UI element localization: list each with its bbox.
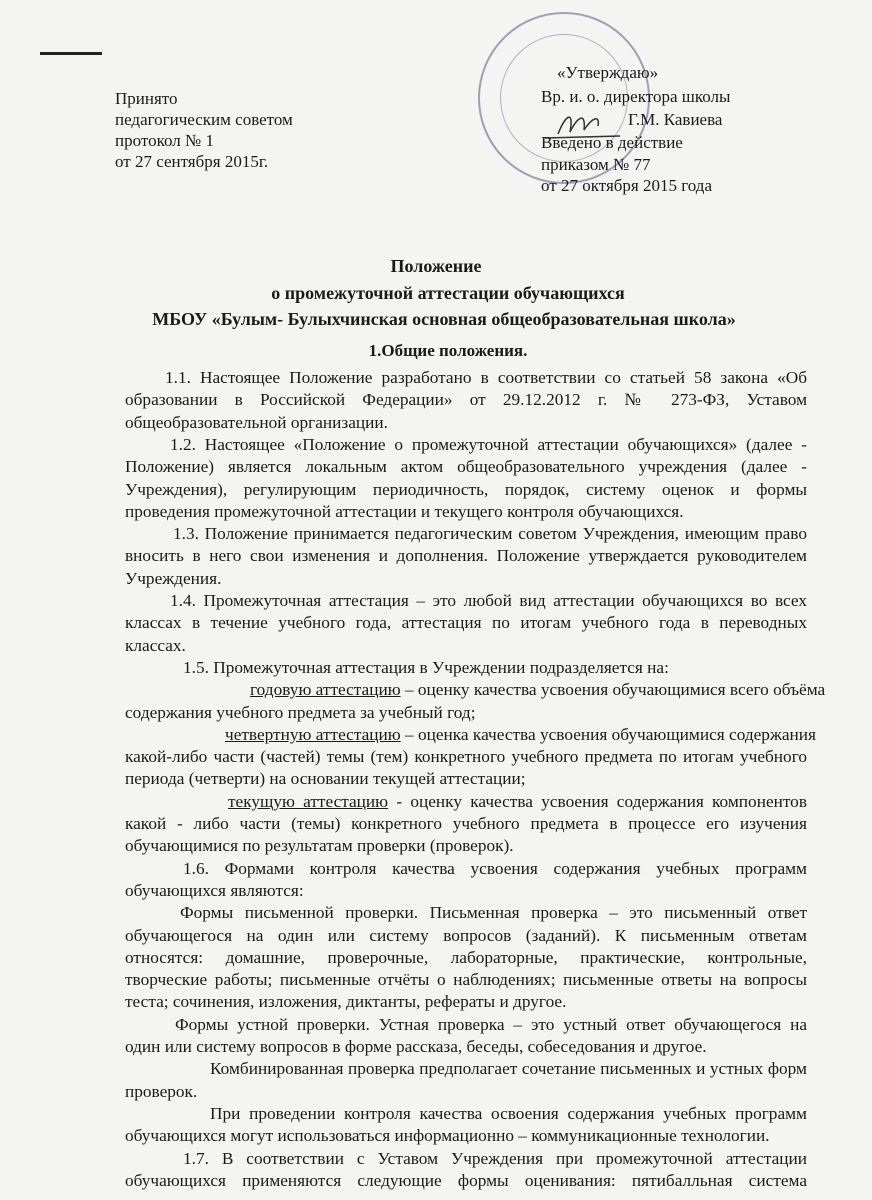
section-heading: 1.Общие положения. (368, 341, 528, 360)
line-text: обучающихся являются: (125, 880, 304, 900)
text-line (125, 926, 807, 946)
line-text: образовании в Российской Федерации» от 29.12.2012 г. № 273-ФЗ, Уставом (125, 390, 807, 410)
text-line (180, 903, 807, 923)
text-line (125, 502, 807, 522)
line-text: Учреждения), регулирующим периодичность, порядок, систему оценок и формы (125, 479, 807, 499)
line-text: обучающимися по результатам проверки (проверок). (125, 836, 514, 856)
text-line (250, 680, 825, 700)
underlined-term: четвертную аттестацию (225, 724, 401, 744)
text-line (125, 747, 807, 767)
text-line (125, 390, 807, 410)
line-text: вносить в него свои изменения и дополнения. Положение утверждается руководителем (125, 546, 807, 566)
text-line (183, 658, 807, 678)
line-text: периода (четверти) на основании текущей аттестации; (125, 769, 526, 789)
text-line (125, 636, 807, 656)
line-text: 1.3. Положение принимается педагогическим советом Учреждения, имеющим право (173, 524, 807, 544)
text-line (125, 970, 807, 990)
adopted-line: педагогическим советом (115, 110, 293, 129)
director-name: Г.М. Кавиева (628, 110, 723, 129)
text-line (125, 480, 807, 500)
text-line (175, 1015, 807, 1035)
line-text: Комбинированная проверка предполагает сочетание письменных и устных форм (210, 1059, 807, 1079)
text-line (170, 591, 807, 611)
line-text: общеобразовательной организации. (125, 412, 388, 432)
line-text: – оценка качества усвоения обучающимися содержания (400, 724, 816, 744)
line-text: теста; сочинения, изложения, диктанты, рефераты и другое. (125, 992, 567, 1012)
line-text: Положение) является локальным актом общеобразовательного учреждения (далее - (125, 457, 807, 477)
line-text: – оценку качества усвоения обучающимися всего объёма (400, 680, 826, 700)
line-text: проведения промежуточной аттестации и текущего контроля обучающихся. (125, 501, 684, 521)
text-line (183, 1149, 807, 1169)
line-text: Формы устной проверки. Устная проверка – это устный ответ обучающегося на (175, 1014, 807, 1034)
text-line (125, 769, 807, 789)
line-text: Формы письменной проверки. Письменная проверка – это письменный ответ (180, 903, 807, 923)
line-text: обучающихся могут использоваться информационно – коммуникационные технологии. (125, 1126, 770, 1146)
underlined-term: текущую аттестацию (228, 791, 389, 811)
text-line (125, 814, 807, 834)
text-line (225, 725, 816, 745)
text-line (125, 1082, 807, 1102)
text-line (125, 1126, 807, 1146)
text-line (125, 948, 807, 968)
line-text: обучающихся применяются следующие формы оценивания: пятибалльная система (125, 1170, 807, 1190)
text-line (170, 435, 807, 455)
document-title: Положение (390, 256, 482, 276)
line-text: классах в течение учебного года, аттестация по итогам учебного года в переводных (125, 613, 807, 633)
text-line (125, 836, 807, 856)
text-line (183, 859, 807, 879)
line-text: проверок. (125, 1081, 198, 1101)
line-text: классах. (125, 635, 186, 655)
approve-label: «Утверждаю» (557, 63, 659, 82)
text-line (125, 457, 807, 477)
line-text: 1.1. Настоящее Положение разработано в соответствии со статьей 58 закона «Об (165, 368, 807, 387)
text-line (210, 1104, 807, 1124)
adopted-line: от 27 сентября 2015г. (115, 152, 269, 171)
line-text: какой - либо части (темы) конкретного учебного предмета в процессе его изучения (125, 814, 807, 833)
document-subtitle: о промежуточной аттестации обучающихся (271, 283, 625, 303)
line-text: один или систему вопросов в форме рассказа, беседы, собеседования и другое. (125, 1037, 707, 1056)
line-text: содержания учебного предмета за учебный год; (125, 702, 476, 722)
underlined-term: годовую аттестацию (250, 680, 401, 700)
line-text: Учреждения. (125, 568, 222, 588)
order-number: приказом № 77 (541, 155, 651, 174)
line-text: 1.7. В соответствии с Уставом Учреждения при промежуточной аттестации (183, 1148, 807, 1168)
text-line (210, 1059, 807, 1079)
text-line (173, 524, 807, 544)
text-line (125, 613, 807, 633)
text-line (228, 792, 807, 812)
line-text: творческие работы; письменные отчёты о наблюдениях; письменные ответы на вопросы (125, 970, 807, 990)
text-line (165, 368, 807, 388)
line-text: - оценку качества усвоения содержания компонентов (388, 791, 807, 811)
text-line (125, 413, 807, 433)
line-text: какой-либо части (частей) темы (тем) конкретного учебного предмета по итогам учебного (125, 747, 807, 767)
director-position: Вр. и. о. директора школы (541, 87, 731, 106)
line-text: относятся: домашние, проверочные, лабораторные, практические, контрольные, (125, 947, 807, 967)
text-line (125, 1171, 807, 1191)
line-text: 1.5. Промежуточная аттестация в Учреждении подразделяется на: (183, 657, 669, 677)
adopted-line: Принято (115, 89, 178, 108)
text-line (125, 703, 807, 723)
line-text: обучающегося на один или систему вопросов (заданий). К письменным ответам (125, 925, 807, 945)
text-line (125, 881, 807, 901)
text-line (125, 992, 807, 1012)
order-date: от 27 октября 2015 года (541, 176, 712, 195)
line-text: При проведении контроля качества освоения содержания учебных программ (210, 1103, 807, 1123)
text-line (125, 1037, 807, 1057)
line-text: 1.4. Промежуточная аттестация – это любой вид аттестации обучающихся во всех (170, 591, 807, 610)
line-text: 1.2. Настоящее «Положение о промежуточной аттестации обучающихся» (далее - (170, 434, 807, 454)
text-line (125, 546, 807, 566)
adopted-line: протокол № 1 (115, 131, 214, 150)
line-text: 1.6. Формами контроля качества усвоения содержания учебных программ (183, 858, 807, 878)
text-line (125, 569, 807, 589)
school-name: МБОУ «Булым- Булыхчинская основная общеобразовательная школа» (152, 309, 736, 329)
enacted-label: Введено в действие (541, 133, 683, 152)
